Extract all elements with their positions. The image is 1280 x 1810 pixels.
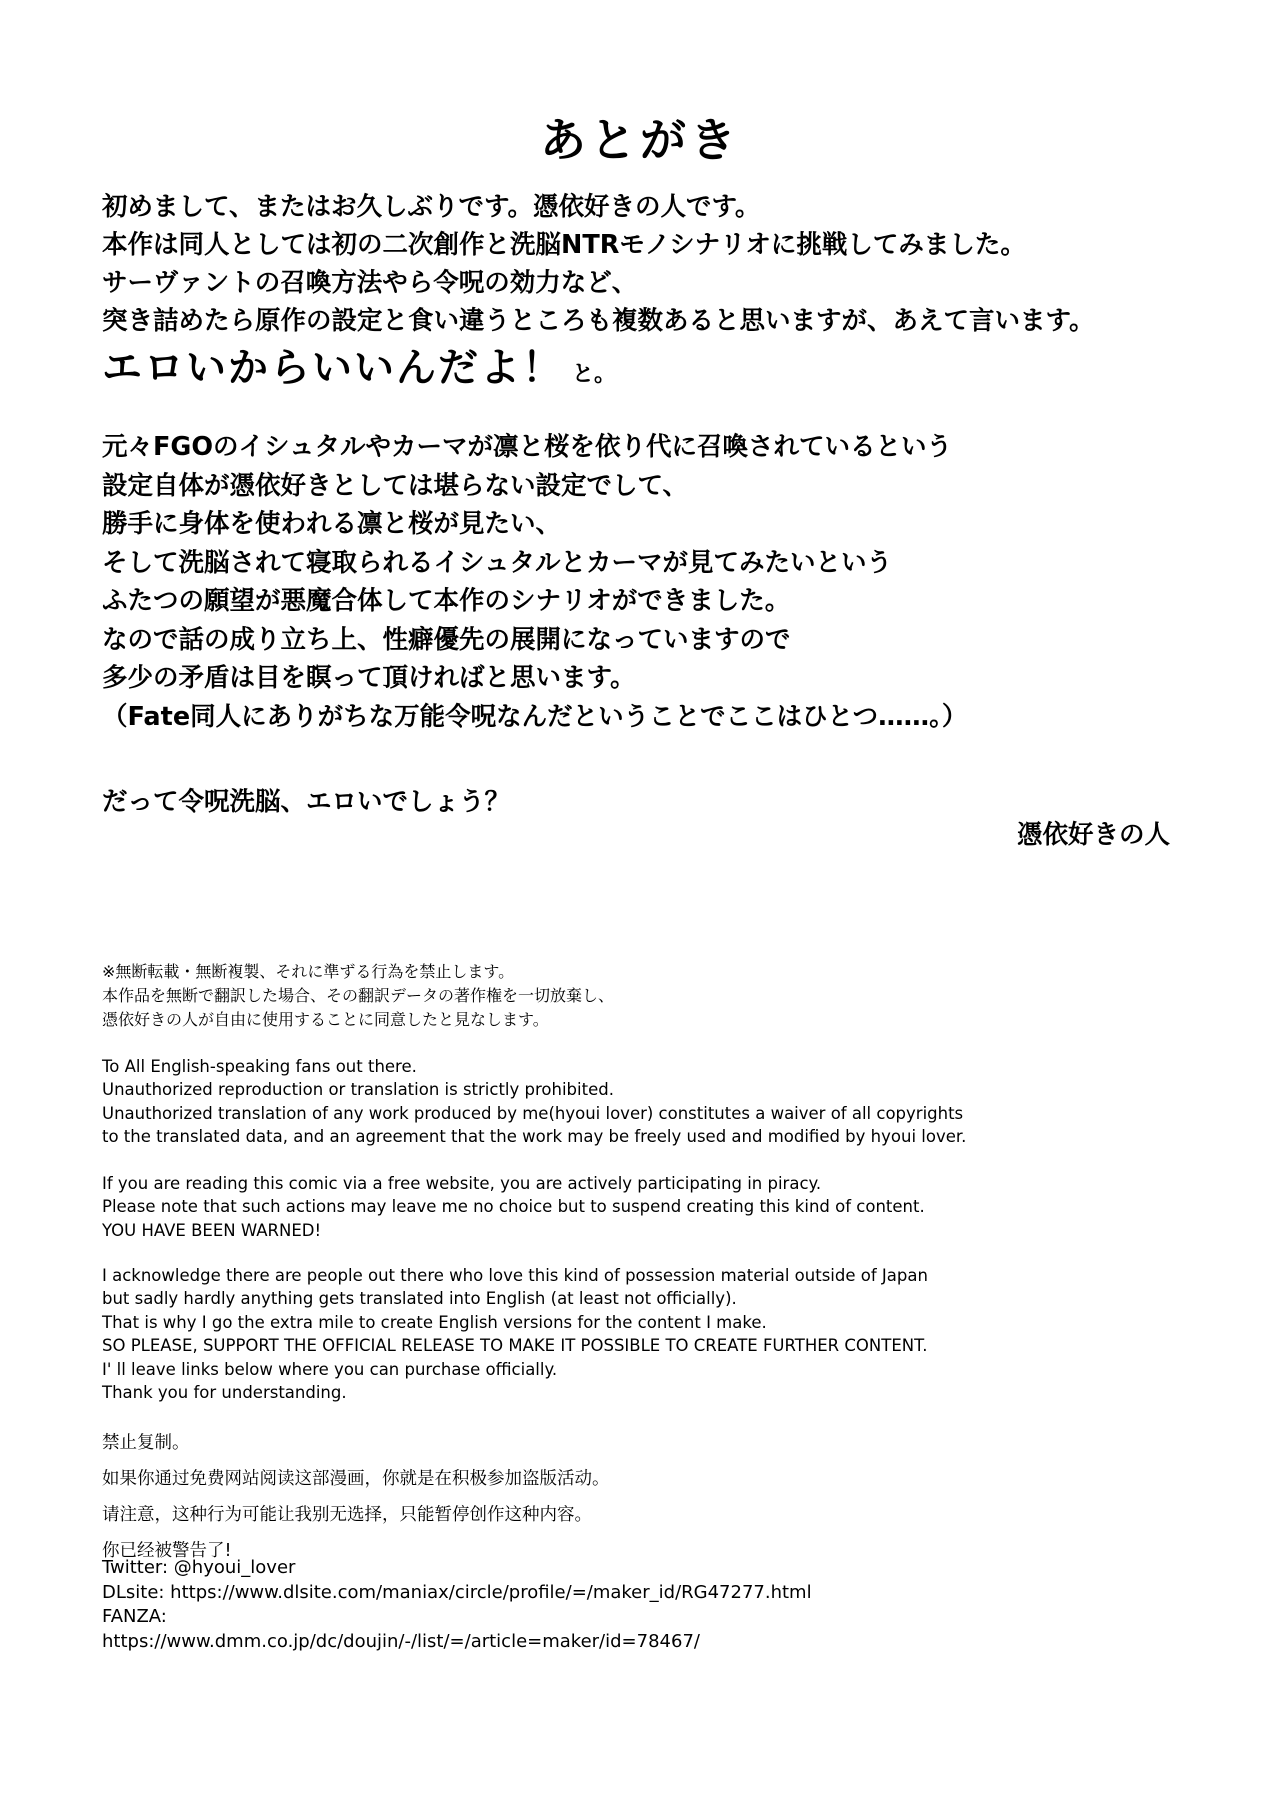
text-line: 初めまして、またはお久しぶりです。憑依好きの人です。 — [102, 192, 761, 222]
text-line: 突き詰めたら原作の設定と食い違うところも複数あると思いますが、あえて言います。 — [102, 306, 1095, 336]
text-line: そして洗脳されて寝取られるイシュタルとカーマが見てみたいという — [102, 547, 892, 578]
text-line: 禁止复制。 — [102, 1433, 190, 1453]
emphasis-line — [102, 336, 1170, 393]
text-line: to the translated data, and an agreement that the work may be freely used and modified by hyoui lover. — [102, 1127, 967, 1147]
text-line: That is why I go the extra mile to create English versions for the content I make. — [102, 1312, 767, 1332]
text-line: but sadly hardly anything gets translated into English (at least not officially). — [102, 1289, 737, 1309]
text-line: 多少の矛盾は目を瞑って頂ければと思います。 — [102, 663, 636, 693]
text-line: ※無断転載・無断複製、それに準ずる行為を禁止します。 — [102, 962, 515, 981]
text-line: ふたつの願望が悪魔合体して本作のシナリオができました。 — [102, 586, 791, 616]
text-line: 勝手に身体を使われる凛と桜が見たい、 — [102, 509, 562, 539]
intro-paragraph — [102, 188, 1170, 340]
text-line: 本作品を無断で翻訳した場合、その翻訳データの著作権を一切放棄し、 — [102, 986, 615, 1005]
closing-line: だって令呪洗脳、エロいでしょう？ — [102, 787, 511, 817]
en-notice-piracy — [102, 1172, 1170, 1242]
text-line: Unauthorized translation of any work produced by me(hyoui lover) constitutes a waiver of all copyrights — [102, 1103, 964, 1123]
text-line: 请注意，这种行为可能让我别无选择，只能暂停创作这种内容。 — [102, 1505, 592, 1525]
text-line: （Fate同人にありがちな万能令呪なんだということでここはひとつ……。） — [102, 701, 968, 732]
links-block — [102, 1556, 1170, 1654]
text-line: If you are reading this comic via a free website, you are actively participating in piracy. — [102, 1174, 822, 1193]
cn-notice — [102, 1425, 1170, 1569]
text-line: 你已经被警告了! — [102, 1541, 232, 1561]
text-line: 如果你通过免费网站阅读这部漫画，你就是在积极参加盗版活动。 — [102, 1469, 610, 1489]
twitter-link[interactable]: Twitter: @hyoui_lover — [102, 1557, 296, 1578]
emphasis-small: と。 — [572, 362, 617, 387]
text-line: なので話の成り立ち上、性癖優先の展開になっていますので — [102, 624, 791, 655]
text-line: Thank you for understanding. — [102, 1383, 347, 1403]
text-line: 本作は同人としては初の二次創作と洗脳NTRモノシナリオに挑戦してみました。 — [102, 230, 1026, 260]
text-line: YOU HAVE BEEN WARNED! — [102, 1220, 322, 1240]
text-line: Please note that such actions may leave me no choice but to suspend creating this kind of content. — [102, 1197, 925, 1217]
jp-notice — [102, 960, 1170, 1032]
fanza-link[interactable]: https://www.dmm.co.jp/dc/doujin/-/list/=/article=maker/id=78467/ — [102, 1630, 700, 1652]
text-line: I' ll leave links below where you can purchase officially. — [102, 1359, 558, 1379]
en-notice-support — [102, 1264, 1170, 1404]
fanza-label: FANZA: — [102, 1606, 167, 1627]
text-line: 憑依好きの人が自由に使用することに同意したと見なします。 — [102, 1010, 549, 1029]
page-title: あとがき — [540, 113, 740, 167]
text-line: SO PLEASE, SUPPORT THE OFFICIAL RELEASE TO MAKE IT POSSIBLE TO CREATE FURTHER CONTENT. — [102, 1336, 928, 1356]
en-notice-copyright — [102, 1055, 1170, 1149]
text-line: 元々FGOのイシュタルやカーマが凛と桜を依り代に召喚されているという — [102, 432, 953, 462]
text-line: Unauthorized reproduction or translation is strictly prohibited. — [102, 1080, 614, 1100]
text-line: To All English-speaking fans out there. — [102, 1057, 417, 1076]
signature: 憑依好きの人 — [1016, 820, 1170, 850]
text-line: I acknowledge there are people out there who love this kind of possession material outside of Japan — [102, 1266, 928, 1285]
dlsite-link[interactable]: DLsite: https://www.dlsite.com/maniax/circle/profile/=/maker_id/RG47277.html — [102, 1581, 812, 1603]
text-line: 設定自体が憑依好きとしては堪らない設定でして、 — [102, 470, 688, 501]
text-line: サーヴァントの召喚方法やら令呪の効力など、 — [102, 268, 638, 298]
body-paragraph — [102, 428, 1170, 736]
emphasis-big: エロいからいいんだよ！ — [102, 345, 564, 391]
